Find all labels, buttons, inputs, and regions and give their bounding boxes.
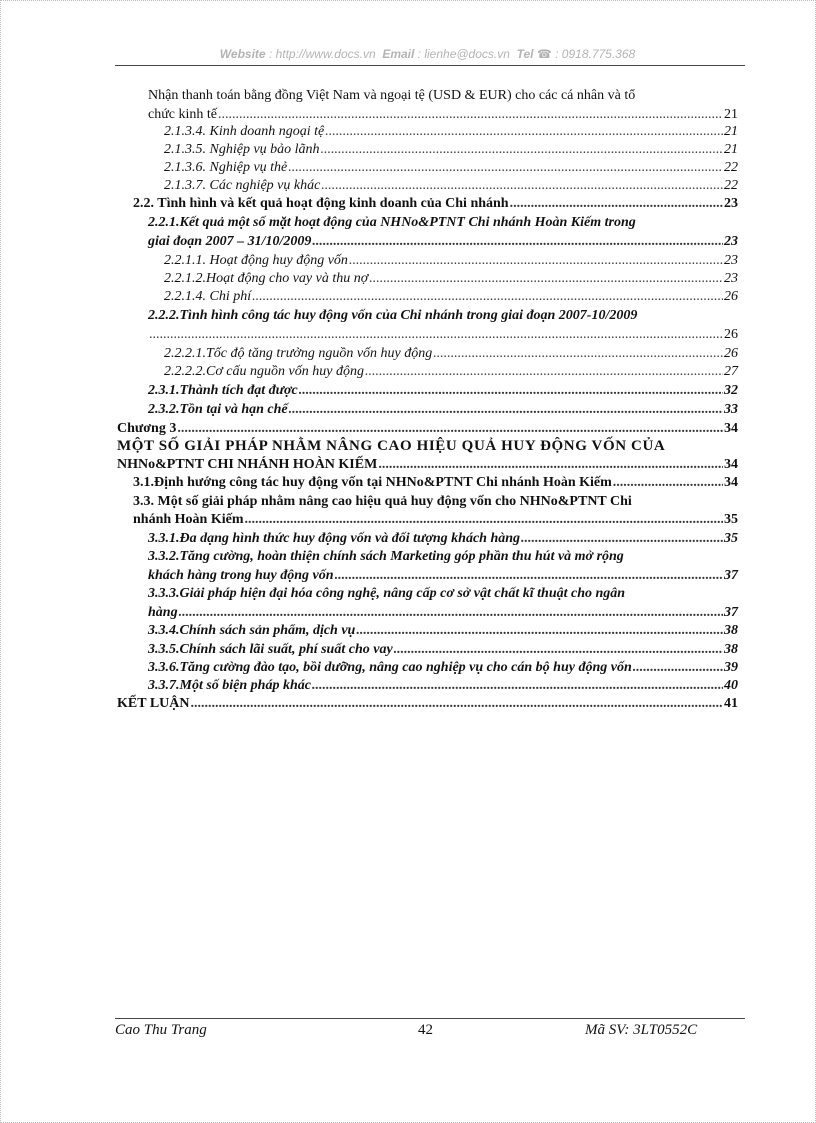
toc-entry[interactable]: nhánh Hoàn Kiếm ..... 35 bbox=[133, 511, 738, 528]
toc-entry[interactable]: 2.1.3.4. Kinh doanh ngoại tệ ..... 21 bbox=[164, 123, 738, 140]
toc-entry[interactable]: 2.1.3.7. Các nghiệp vụ khác ..... 22 bbox=[164, 177, 738, 194]
footer-page-number: 42 bbox=[418, 1022, 433, 1038]
toc-entry[interactable]: 3.3.2.Tăng cường, hoàn thiện chính sách Marketing góp phần thu hút và mở rộng bbox=[148, 549, 624, 564]
website-label: Website bbox=[219, 47, 266, 61]
toc-entry[interactable]: 2.2.1.2.Hoạt động cho vay và thu nợ ..... 23 bbox=[164, 270, 738, 287]
toc-entry[interactable]: khách hàng trong huy động vốn ..... 37 bbox=[148, 567, 738, 584]
toc-entry[interactable]: chức kinh tế ..... 21 bbox=[148, 106, 738, 123]
toc-entry[interactable]: 3.3.5.Chính sách lãi suất, phí suất cho vay ..... 38 bbox=[148, 641, 738, 658]
toc-entry[interactable]: 2.2.1.4. Chi phí ..... 26 bbox=[164, 288, 738, 305]
toc-entry[interactable]: NHNo&PTNT CHI NHÁNH HOÀN KIẾM ..... 34 bbox=[117, 456, 738, 473]
toc-entry[interactable]: 3.3.1.Đa dạng hình thức huy động vốn và đối tượng khách hàng ..... 35 bbox=[148, 530, 738, 547]
toc-entry[interactable]: 2.2. Tình hình và kết quả hoạt động kinh doanh của Chi nhánh ..... 23 bbox=[133, 195, 738, 212]
toc-entry[interactable]: 2.2.2.1.Tốc độ tăng trưởng nguồn vốn huy động ..... 26 bbox=[164, 345, 738, 362]
toc-entry[interactable]: 3.3.6.Tăng cường đào tạo, bồi dưỡng, nâng cao nghiệp vụ cho cán bộ huy động vốn ..... 39 bbox=[148, 659, 738, 676]
toc-entry[interactable]: Chương 3 ..... 34 bbox=[117, 420, 738, 437]
footer-author: Cao Thu Trang bbox=[115, 1022, 207, 1038]
toc-entry[interactable]: MỘT SỐ GIẢI PHÁP NHẰM NÂNG CAO HIỆU QUẢ HUY ĐỘNG VỐN CỦA bbox=[117, 438, 666, 454]
toc-entry[interactable]: hàng ..... 37 bbox=[148, 604, 738, 621]
toc-entry[interactable]: 2.2.1.Kết quả một số mặt hoạt động của NHNo&PTNT Chi nhánh Hoàn Kiếm trong bbox=[148, 215, 636, 230]
toc-entry[interactable]: 3.3.3.Giải pháp hiện đại hóa công nghệ, nâng cấp cơ sở vật chất kĩ thuật cho ngân bbox=[148, 586, 626, 601]
footer-divider bbox=[115, 1018, 745, 1019]
toc-entry[interactable]: 2.3.1.Thành tích đạt được ..... 32 bbox=[148, 382, 738, 399]
toc-entry[interactable]: 2.2.2.2.Cơ cấu nguồn vốn huy động ..... 27 bbox=[164, 363, 738, 380]
toc-entry[interactable]: 3.3.4.Chính sách sản phẩm, dịch vụ ..... 38 bbox=[148, 622, 738, 639]
toc-entry[interactable]: 2.3.2.Tồn tại và hạn chế ..... 33 bbox=[148, 401, 738, 418]
toc-entry[interactable]: 3.3. Một số giải pháp nhằm nâng cao hiệu quả huy động vốn cho NHNo&PTNT Chi bbox=[133, 494, 632, 509]
phone-icon: ☎ bbox=[536, 47, 552, 61]
toc-entry[interactable]: giai đoạn 2007 – 31/10/2009 ..... 23 bbox=[148, 233, 738, 250]
email-label: Email bbox=[382, 47, 415, 61]
tel-value: : 0918.775.368 bbox=[555, 47, 636, 61]
toc-entry[interactable]: 2.1.3.5. Nghiệp vụ bảo lãnh ..... 21 bbox=[164, 141, 738, 158]
email-value[interactable]: : lienhe@docs.vn bbox=[417, 47, 510, 61]
toc-entry[interactable]: 2.1.3.6. Nghiệp vụ thẻ ..... 22 bbox=[164, 159, 738, 176]
toc-entry[interactable]: 3.3.7.Một số biện pháp khác ..... 40 bbox=[148, 677, 738, 694]
toc-entry[interactable]: Nhận thanh toán bằng đồng Việt Nam và ngoại tệ (USD & EUR) cho các cá nhân và tổ bbox=[148, 88, 636, 103]
toc-entry[interactable]: 3.1.Định hướng công tác huy động vốn tại NHNo&PTNT Chi nhánh Hoàn Kiếm ..... 34 bbox=[133, 474, 738, 491]
toc-entry[interactable]: KẾT LUẬN ..... 41 bbox=[117, 695, 738, 712]
toc-entry[interactable]: ..... 26 bbox=[148, 326, 738, 343]
toc-entry[interactable]: 2.2.2.Tình hình công tác huy động vốn của Chi nhánh trong giai đoạn 2007-10/2009 bbox=[148, 308, 638, 323]
toc-entry[interactable]: 2.2.1.1. Hoạt động huy động vốn ..... 23 bbox=[164, 252, 738, 269]
footer-student-id: Mã SV: 3LT0552C bbox=[585, 1022, 698, 1038]
tel-label: Tel bbox=[516, 47, 534, 61]
website-value[interactable]: : http://www.docs.vn bbox=[268, 47, 376, 61]
